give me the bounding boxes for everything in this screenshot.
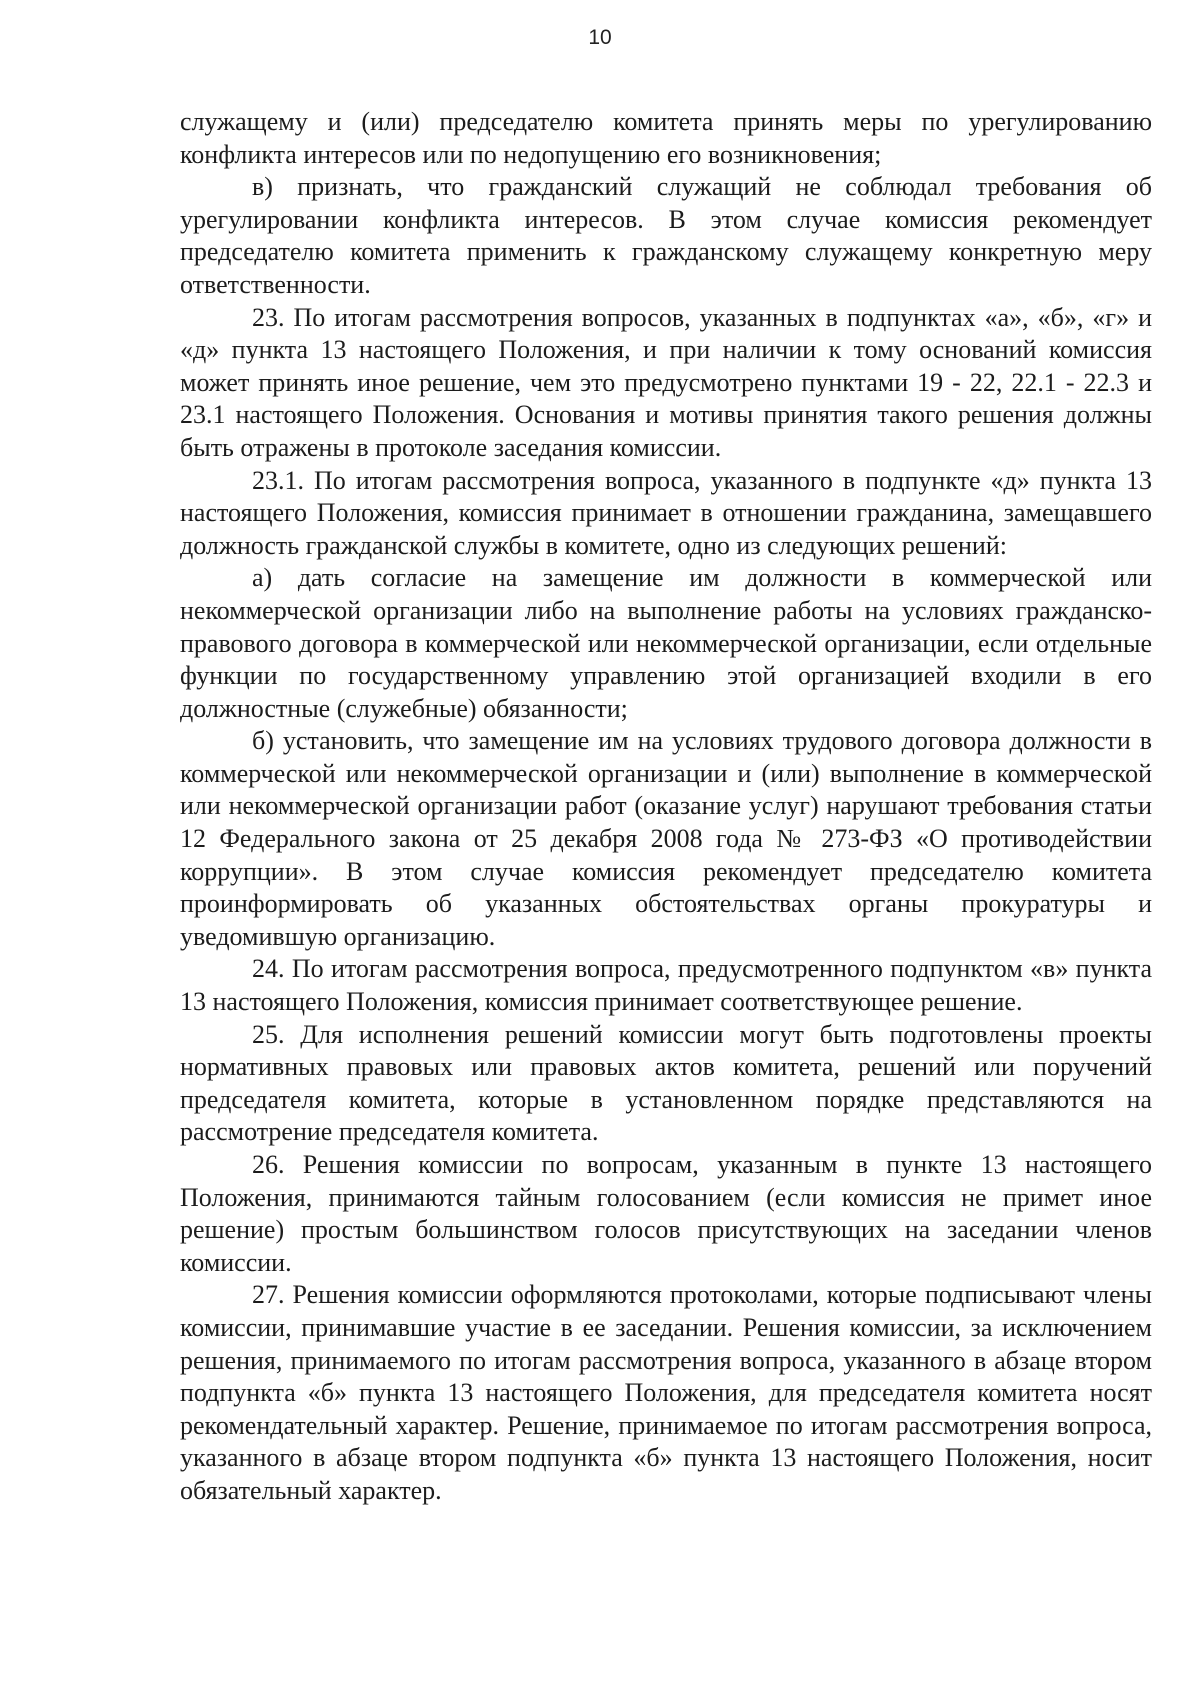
paragraph-item-27: 27. Решения комиссии оформляются протоколами, которые подписывают члены комиссии, принимавшие участие в ее заседании. Решения комиссии, за исключением решения, принимаемого по итогам рассмотрения вопроса, указанного в абзаце втором подпункта «б» пункта 13 настоящего Положения, для председателя комитета носят рекомендательный характер. Решение, принимаемое по итогам рассмотрения вопроса, указанного в абзаце втором подпункта «б» пункта 13 настоящего Положения, носит обязательный характер. <box>180 1280 1152 1505</box>
page-number: 10 <box>588 26 612 49</box>
paragraph-continuation: служащему и (или) председателю комитета принять меры по урегулированию конфликта интересов или по недопущению его возникновения; <box>180 107 1152 169</box>
paragraph-item-23: 23. По итогам рассмотрения вопросов, указанных в подпунктах «а», «б», «г» и «д» пункта 13 настоящего Положения, и при наличии к тому оснований комиссия может принять иное решение, чем это предусмотрено пунктами 19 - 22, 22.1 - 22.3 и 23.1 настоящего Положения. Основания и мотивы принятия такого решения должны быть отражены в протоколе заседания комиссии. <box>180 302 1152 462</box>
paragraph-subitem-a: а) дать согласие на замещение им должности в коммерческой или некоммерческой организации либо на выполнение работы на условиях гражданско-правового договора в коммерческой или некоммерческой организации, если отдельные функции по государственному управлению этой организацией входили в его должностные (служебные) обязанности; <box>180 563 1152 723</box>
paragraph-item-24: 24. По итогам рассмотрения вопроса, предусмотренного подпунктом «в» пункта 13 настоящего Положения, комиссия принимает соответствующее решение. <box>180 954 1152 1017</box>
paragraph-item-23-1: 23.1. По итогам рассмотрения вопроса, указанного в подпункте «д» пункта 13 настоящего Положения, комиссия принимает в отношении гражданина, замещавшего должность гражданской службы в комитете, одно из следующих решений: <box>180 465 1152 560</box>
document-body <box>180 106 1152 1508</box>
paragraph-item-26: 26. Решения комиссии по вопросам, указанным в пункте 13 настоящего Положения, принимаются тайным голосованием (если комиссия не примет иное решение) простым большинством голосов присутствующих на заседании членов комиссии. <box>180 1150 1152 1277</box>
paragraph-subitem-b: б) установить, что замещение им на условиях трудового договора должности в коммерческой или некоммерческой организации и (или) выполнение в коммерческой или некоммерческой организации работ (оказание услуг) нарушают требования статьи 12 Федерального закона от 25 декабря 2008 года № 273-ФЗ «О противодействии коррупции». В этом случае комиссия рекомендует председателю комитета проинформировать об указанных обстоятельствах органы прокуратуры и уведомившую организацию. <box>180 726 1152 951</box>
paragraph-subitem-v: в) признать, что гражданский служащий не соблюдал требования об урегулировании конфликта интересов. В этом случае комиссия рекомендует председателю комитета применить к гражданскому служащему конкретную меру ответственности. <box>180 172 1152 299</box>
paragraph-item-25: 25. Для исполнения решений комиссии могут быть подготовлены проекты нормативных правовых или правовых актов комитета, решений или поручений председателя комитета, которые в установленном порядке представляются на рассмотрение председателя комитета. <box>180 1019 1152 1147</box>
